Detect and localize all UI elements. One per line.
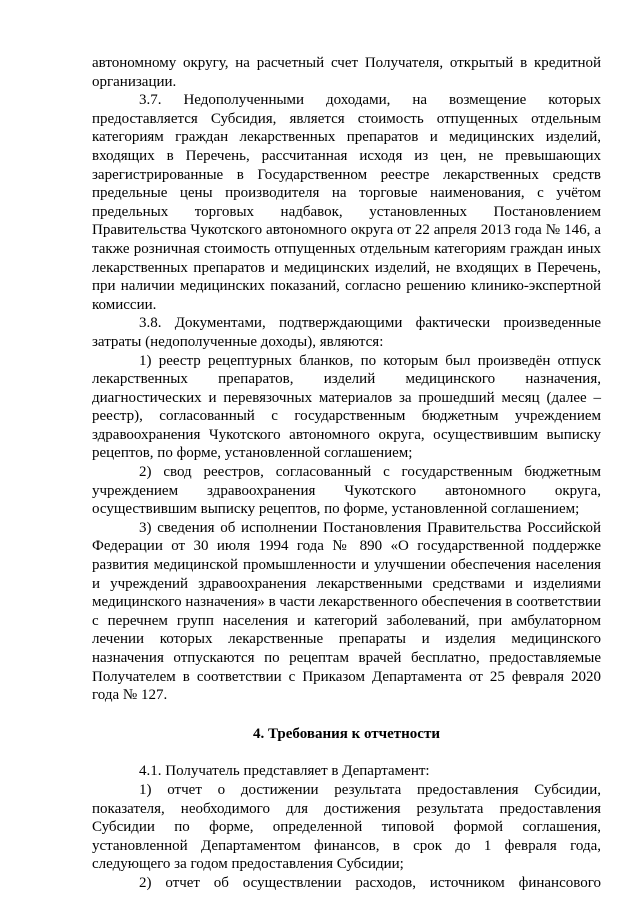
paragraph-4-1: 4.1. Получатель представляет в Департамент: <box>139 763 430 780</box>
document-page <box>92 54 601 893</box>
list-item-3-8-1: 1) реестр рецептурных бланков, по которым был произведён отпуск лекарственных препаратов, изделий медицинского назначения, диагностических и перевязочных материалов за прошедший месяц (далее – реестр), согласованный с государственным бюджетным учреждением здравоохранения Чукотского автономного округа, осуществившим выписку рецептов, по форме, установленной соглашением; <box>92 352 601 462</box>
paragraph-continuation: автономному округу, на расчетный счет Получателя, открытый в кредитной организации. <box>92 55 601 90</box>
paragraph-3-7: 3.7. Недополученными доходами, на возмещение которых предоставляется Субсидия, является стоимость отпущенных отдельным категориям граждан лекарственных препаратов и медицинских изделий, входящих в Перечень, рассчитанная исходя из цен, не превышающих зарегистрированные в Государственном реестре лекарственных средств предельные цены производителя на торговые наименования, с учётом предельных торговых надбавок, установленных Постановлением Правительства Чукотского автономного округа от 22 апреля 2013 года № 146, а также розничная стоимость отпущенных отдельным категориям граждан иных лекарственных препаратов и медицинских изделий, не входящих в Перечень, при наличии медицинских показаний, согласно решению клинико-экспертной комиссии. <box>92 92 601 313</box>
list-item-4-1-1: 1) отчет о достижении результата предоставления Субсидии, показателя, необходимого для достижения результата предоставления Субсидии по форме, определенной типовой формой соглашения, установленной Департаментом финансов, в срок до 1 февраля года, следующего за годом предоставления Субсидии; <box>92 781 601 873</box>
section-heading: 4. Требования к отчетности <box>253 725 440 742</box>
list-item-3-8-3: 3) сведения об исполнении Постановления Правительства Российской Федерации от 30 июля 1994 года № 890 «О государственной поддержке развития медицинской промышленности и улучшении обеспечения населения и учреждений здравоохранения лекарственными средствами и изделиями медицинского назначения» в части лекарственного обеспечения в соответствии с перечнем групп населения и категорий заболеваний, при амбулаторном лечении которых лекарственные препараты и изделия медицинского назначения отпускаются по рецептам врачей бесплатно, предоставляемые Получателем в соответствии с Приказом Департамента от 25 февраля 2020 года № 127. <box>92 519 601 704</box>
list-item-4-1-2: 2) отчет об осуществлении расходов, источником финансового <box>139 874 601 891</box>
paragraph-3-8: 3.8. Документами, подтверждающими фактически произведенные затраты (недополученные доходы), являются: <box>92 315 601 350</box>
list-item-3-8-2: 2) свод реестров, согласованный с государственным бюджетным учреждением здравоохранения Чукотского автономного округа, осуществившим выписку рецептов, по форме, установленной соглашением; <box>92 464 601 518</box>
